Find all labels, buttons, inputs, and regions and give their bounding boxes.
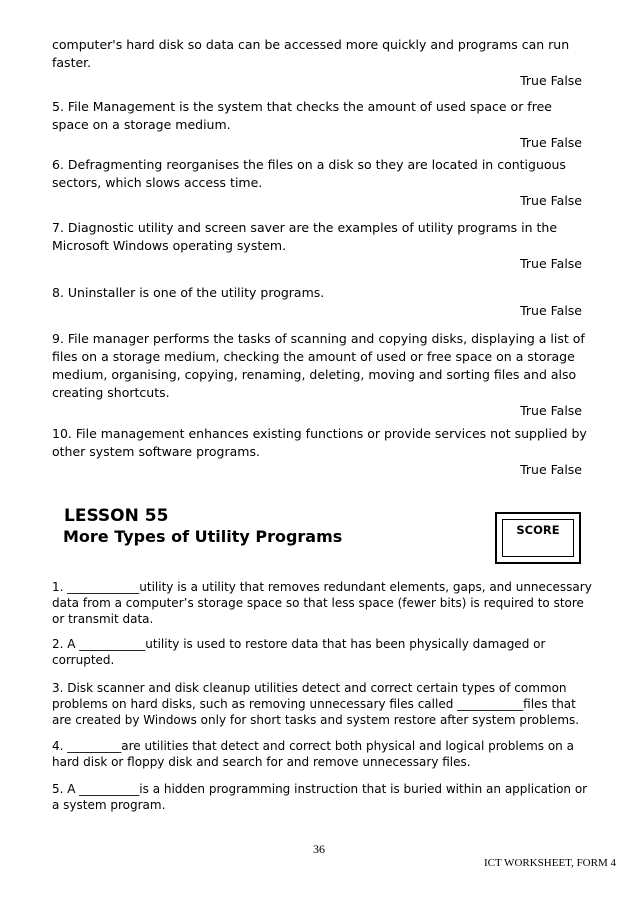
page-number: 36 xyxy=(313,842,325,856)
tf-question-text: computer's hard disk so data can be accessed more quickly and programs can run faster. xyxy=(52,37,570,70)
fill-in-question: 3. Disk scanner and disk cleanup utilities detect and correct certain types of common problems on hard disks, such as removing unnecessary files called ___________files that are created by Windows only for short tasks and system restore after system problems. xyxy=(52,681,580,727)
fill-in-question: 2. A ___________utility is used to restore data that has been physically damaged or corrupted. xyxy=(52,637,546,667)
tf-item xyxy=(52,284,592,320)
tf-question-text: 5. File Management is the system that checks the amount of used space or free space on a storage medium. xyxy=(52,99,552,132)
tf-question-text: 8. Uninstaller is one of the utility programs. xyxy=(52,285,325,300)
tf-question-text: 7. Diagnostic utility and screen saver are the examples of utility programs in the Microsoft Windows operating system. xyxy=(52,220,558,253)
tf-question-text: 6. Defragmenting reorganises the files on a disk so they are located in contiguous sectors, which slows access time. xyxy=(52,157,566,190)
footer-text: ICT WORKSHEET, FORM 4 xyxy=(483,857,616,869)
tf-answer-options: True False xyxy=(520,303,582,318)
score-box xyxy=(495,512,581,564)
lesson-title: More Types of Utility Programs xyxy=(63,527,343,546)
lesson-number: LESSON 55 xyxy=(64,506,169,526)
tf-item xyxy=(52,219,592,273)
tf-answer-options: True False xyxy=(520,73,582,88)
tf-item xyxy=(52,98,592,152)
tf-item xyxy=(52,156,592,210)
fill-in-question: 1. ____________utility is a utility that removes redundant elements, gaps, and unnecessary data from a computer’s storage space so that less space (fewer bits) is required to store or transmit data. xyxy=(52,580,592,626)
tf-question-text: 9. File manager performs the tasks of scanning and copying disks, displaying a list of files on a storage medium, checking the amount of used or free space on a storage medium, organising, copying, renaming, deleting, moving and sorting files and also creating shortcuts. xyxy=(52,331,585,400)
fill-in-question: 4. _________are utilities that detect and correct both physical and logical problems on a hard disk or floppy disk and search for and remove unnecessary files. xyxy=(52,739,574,769)
tf-answer-options: True False xyxy=(520,403,582,418)
tf-answer-options: True False xyxy=(520,462,582,477)
tf-item xyxy=(52,330,592,420)
tf-item xyxy=(52,425,592,479)
fill-in-question: 5. A __________is a hidden programming instruction that is buried within an application or a system program. xyxy=(52,782,588,812)
tf-answer-options: True False xyxy=(520,256,582,271)
tf-answer-options: True False xyxy=(520,135,582,150)
tf-question-text: 10. File management enhances existing functions or provide services not supplied by other system software programs. xyxy=(52,426,587,459)
tf-item xyxy=(52,36,592,90)
score-label: SCORE xyxy=(516,523,560,537)
tf-answer-options: True False xyxy=(520,193,582,208)
